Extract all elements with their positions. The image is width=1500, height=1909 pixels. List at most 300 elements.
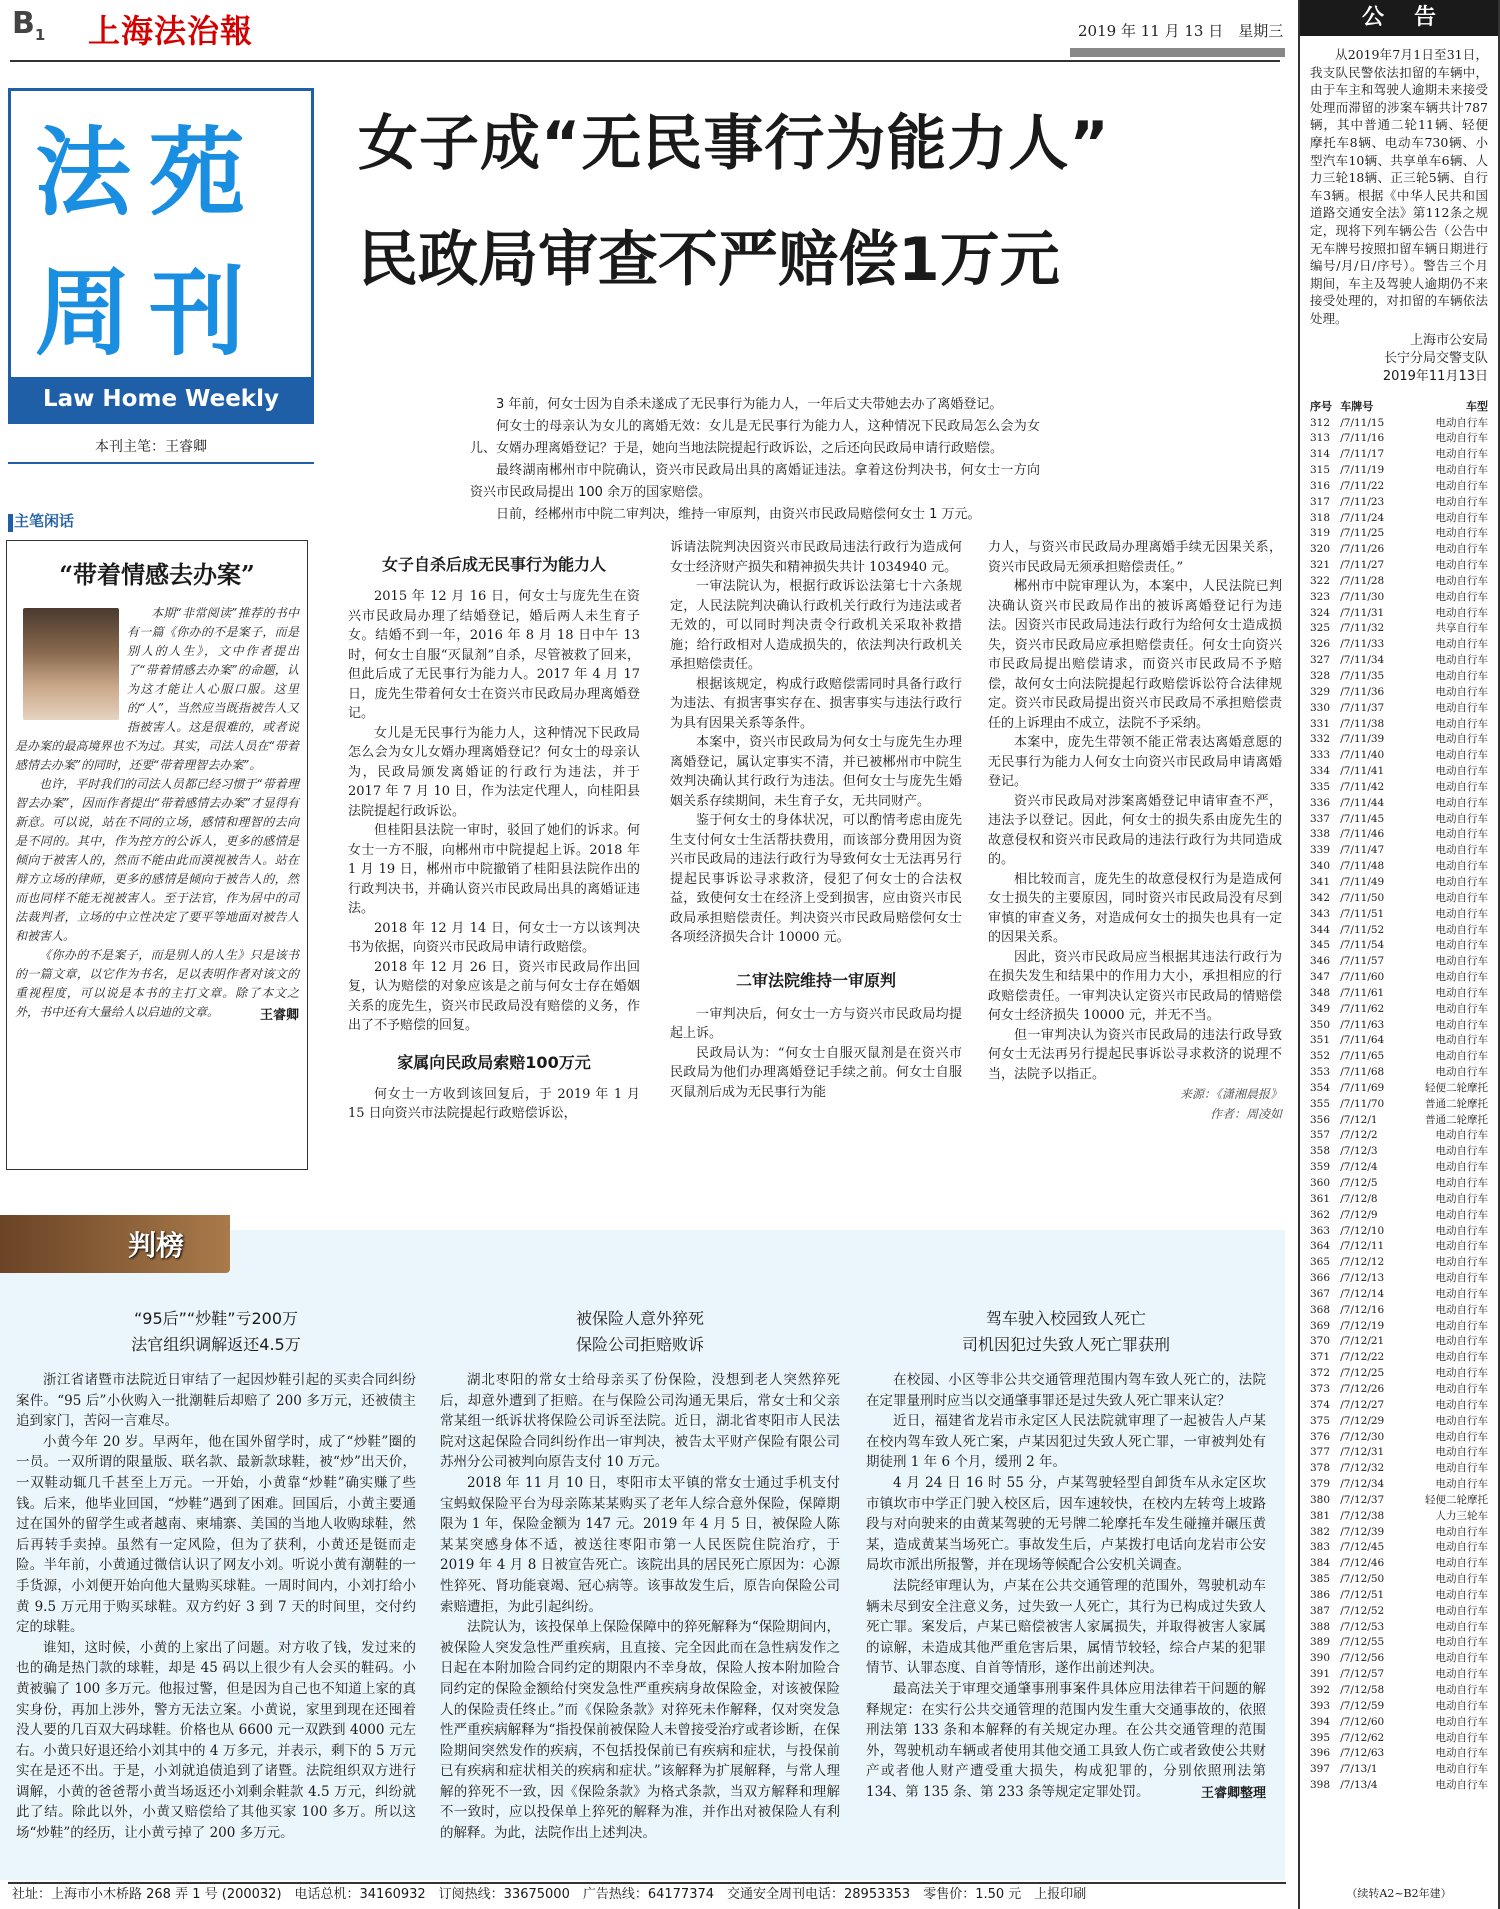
table-row bbox=[1310, 1715, 1490, 1731]
cell-num: 326 bbox=[1310, 638, 1331, 651]
table-row bbox=[1310, 1049, 1490, 1065]
cell-plate: /7/12/2 bbox=[1340, 1129, 1378, 1142]
cell-plate: /7/12/51 bbox=[1340, 1588, 1385, 1601]
column-para: 本期“非常阅读”推荐的书中有一篇《你办的不是案子，而是别人的人生》，文中作者提出了“带着情感去办案”的命题，认为这才能让人心服口服。这里的“人”，当然应当既指被告人又指被害人。这是很难的，或者说是办案的最高境界也不为过。其实，司法人员在“带着感情去办案”的同时，还要“带着理智去办案”。 bbox=[15, 606, 299, 772]
cell-plate: /7/11/32 bbox=[1340, 622, 1385, 635]
table-row bbox=[1310, 843, 1490, 859]
cell-type: 电动自行车 bbox=[1435, 780, 1488, 793]
cell-num: 316 bbox=[1310, 479, 1331, 492]
cell-plate: /7/12/32 bbox=[1340, 1462, 1385, 1475]
table-row bbox=[1310, 606, 1490, 622]
notice-signature: 上海市公安局 长宁分局交警支队 2019年11月13日 bbox=[1382, 332, 1488, 384]
table-row bbox=[1310, 717, 1490, 733]
cell-type: 电动自行车 bbox=[1435, 939, 1488, 952]
cell-type: 电动自行车 bbox=[1435, 432, 1488, 445]
story-para: 小黄今年 20 岁。早两年，他在国外留学时，成了“炒鞋”圈的一员。一双所谓的限量版、联名款、最新款球鞋，被“炒”出天价，一双鞋动辄几千甚至上万元。一开始，小黄靠“炒鞋”确实赚了些钱。后来，他毕业回国，“炒鞋”遇到了困难。回国后，小黄主要通过在国外的留学生或者越南、柬埔寨、美国的当地人收购球鞋，然后再转手卖掉。虽然有一定风险，但为了获利，小黄还是铤而走险。半年前，小黄通过微信认识了网友小刘。听说小黄有潮鞋的一手货源，小刘便开始向他大量购买球鞋。一周时间内，小刘打给小黄 9.5 万元用于购买球鞋。双方约好 3 到 7 天的时间里，交付约定的球鞋。 bbox=[16, 1433, 416, 1636]
cell-plate: /7/12/9 bbox=[1340, 1208, 1378, 1221]
table-row bbox=[1310, 558, 1490, 574]
article-para: 女儿是无民事行为能力人，这种情况下民政局怎么会为女儿女婿办理离婚登记？何女士的母亲认为，民政局颁发离婚证的行政行为违法，并于 2017 年 7 月 10 日，作为法定代理人，向桂阳县法院提起行政诉讼。 bbox=[348, 725, 640, 819]
cell-num: 370 bbox=[1310, 1335, 1331, 1348]
table-row bbox=[1310, 748, 1490, 764]
cell-num: 330 bbox=[1310, 701, 1331, 714]
cell-type: 电动自行车 bbox=[1435, 1715, 1488, 1728]
cell-num: 345 bbox=[1310, 939, 1331, 952]
cell-type: 电动自行车 bbox=[1435, 654, 1488, 667]
cell-plate: /7/12/22 bbox=[1340, 1351, 1385, 1364]
masthead-bar bbox=[1070, 48, 1285, 57]
cell-num: 348 bbox=[1310, 986, 1331, 999]
article-column-2 bbox=[670, 538, 962, 1102]
table-row bbox=[1310, 1414, 1490, 1430]
cell-type: 电动自行车 bbox=[1435, 749, 1488, 762]
cell-type: 电动自行车 bbox=[1435, 574, 1488, 587]
article-author: 作者：周凌如 bbox=[1209, 1107, 1282, 1121]
article-para: 但一审判决认为资兴市民政局的违法行政导致何女士无法再另行提起民事诉讼寻求救济的说理不当，法院予以指正。 bbox=[988, 1027, 1282, 1082]
cell-type: 电动自行车 bbox=[1435, 1382, 1488, 1395]
cell-plate: /7/11/30 bbox=[1340, 590, 1385, 603]
cell-num: 356 bbox=[1310, 1113, 1331, 1126]
cell-type: 电动自行车 bbox=[1435, 955, 1488, 968]
cell-num: 324 bbox=[1310, 606, 1331, 619]
cell-plate: /7/12/16 bbox=[1340, 1303, 1385, 1316]
cell-type: 轻便二轮摩托 bbox=[1425, 1081, 1488, 1094]
judgment-story-1 bbox=[16, 1306, 416, 1844]
table-row bbox=[1310, 1033, 1490, 1049]
cell-type: 电动自行车 bbox=[1435, 701, 1488, 714]
cell-plate: /7/12/1 bbox=[1340, 1113, 1378, 1126]
cell-plate: /7/11/24 bbox=[1340, 511, 1385, 524]
cell-plate: /7/11/57 bbox=[1340, 955, 1385, 968]
table-row bbox=[1310, 796, 1490, 812]
cell-type: 电动自行车 bbox=[1435, 495, 1488, 508]
cell-num: 313 bbox=[1310, 432, 1331, 445]
cell-plate: /7/12/10 bbox=[1340, 1224, 1385, 1237]
cell-num: 340 bbox=[1310, 860, 1331, 873]
column-para: 也许，平时我们的司法人员都已经习惯于“带着理智去办案”，因而作者提出“带着感情去办案”才显得有新意。可以说，站在不同的立场，感情和理智的去向是不同的。其中，作为控方的公诉人，更多的感情是倾向于被害人的，然而不能由此而漠视被告人。站在辩方立场的律师，更多的感情是倾向于被告人的，然而也同样不能无视被害人。至于法官，作为居中的司法裁判者，立场的中立性决定了要平等地面对被告人和被害人。 bbox=[15, 777, 299, 943]
page-number: $B_1$ bbox=[12, 6, 46, 44]
cell-type: 电动自行车 bbox=[1435, 1747, 1488, 1760]
table-row bbox=[1310, 970, 1490, 986]
cell-plate: /7/11/22 bbox=[1340, 479, 1385, 492]
cell-type: 普通二轮摩托 bbox=[1425, 1097, 1488, 1110]
logo-rule bbox=[8, 462, 314, 464]
table-row bbox=[1310, 891, 1490, 907]
article-para: 鉴于何女士的身体状况，可以酌情考虑由庞先生支付何女士生活帮扶费用，而该部分费用因为资兴市民政局的违法行政行为导致何女士无法再另行提起民事诉讼寻求救济，侵犯了何女士的合法权益，致使何女士在经济上受到损害，应由资兴市民政局承担赔偿责任。判决资兴市民政局赔偿何女士各项经济损失合计 10000 元。 bbox=[670, 813, 962, 945]
story-para: 2018 年 11 月 10 日，枣阳市太平镇的常女士通过手机支付宝蚂蚁保险平台为母亲陈某某购买了老年人综合意外保险，保障期限为 1 年，保险金额为 147 元。2019 年 4 月 5 日，被保险人陈某某突感身体不适，被送往枣阳市第一人民医院住院治疗，于 2019 年 4 月 8 日被宣告死亡。该院出具的居民死亡原因为：心源性猝死、肾功能衰竭、冠心病等。该事故发生后，原告向保险公司索赔遭拒，为此引起纠纷。 bbox=[440, 1474, 840, 1615]
cell-plate: /7/13/4 bbox=[1340, 1779, 1378, 1792]
table-row bbox=[1310, 1128, 1490, 1144]
newspaper-masthead: 上海法治報 bbox=[88, 12, 254, 50]
cell-num: 373 bbox=[1310, 1382, 1331, 1395]
cell-num: 362 bbox=[1310, 1208, 1331, 1221]
cell-type: 电动自行车 bbox=[1435, 543, 1488, 556]
cell-num: 360 bbox=[1310, 1177, 1331, 1189]
article-para: 资兴市民政局对涉案离婚登记申请审查不严，违法予以登记。因此，何女士的损失系由庞先生的故意侵权和资兴市民政局的违法行政行为共同造成的。 bbox=[988, 793, 1282, 867]
cell-type: 电动自行车 bbox=[1435, 511, 1488, 524]
cell-type: 电动自行车 bbox=[1435, 923, 1488, 936]
cell-num: 332 bbox=[1310, 733, 1331, 746]
table-row bbox=[1310, 685, 1490, 701]
cell-type: 电动自行车 bbox=[1435, 1272, 1488, 1285]
table-row bbox=[1310, 1239, 1490, 1255]
table-row bbox=[1310, 1192, 1490, 1208]
article-para: 根据该规定，构成行政赔偿需同时具备行政行为违法、有损害事实存在、损害事实与违法行政行为具有因果关系等条件。 bbox=[670, 676, 962, 731]
table-row bbox=[1310, 907, 1490, 923]
table-row bbox=[1310, 637, 1490, 653]
cell-type: 电动自行车 bbox=[1435, 1287, 1488, 1300]
col-header-number: 序号 bbox=[1310, 399, 1332, 413]
page-footer: 社址：上海市小木桥路 268 弄 1 号 (200032) 电话总机：34160932 订阅热线：33675000 广告热线：64177374 交通安全周刊电话：28953353 零售价：1.50 元 上报印刷 bbox=[8, 1882, 1286, 1904]
issue-date: 2019 年 11 月 13 日 星期三 bbox=[1078, 22, 1284, 40]
column-para: 《你办的不是案子，而是别人的人生》只是该书的一篇文章，以它作为书名，足以表明作者对该文的重视程度，可以说是本书的主打文章。除了本文之外，书中还有大量给人以启迪的文章。 bbox=[15, 948, 299, 1019]
cell-plate: /7/12/53 bbox=[1340, 1620, 1385, 1633]
table-row bbox=[1310, 938, 1490, 954]
cell-plate: /7/12/45 bbox=[1340, 1541, 1385, 1554]
article-para: 2015 年 12 月 16 日，何女士与庞先生在资兴市民政局办理了结婚登记，婚后两人未生育子女。结婚不到一年，2016 年 8 月 18 日中午 13 时，何女士自服“灭鼠剂”自杀，尽管被救了回来，但此后成了无民事行为能力人。2017 年 4 月 17 日，庞先生带着何女士在资兴市民政局办理离婚登记。 bbox=[348, 589, 640, 721]
table-row bbox=[1310, 416, 1490, 432]
cell-type: 电动自行车 bbox=[1435, 1478, 1488, 1491]
table-row bbox=[1310, 1604, 1490, 1620]
cell-num: 333 bbox=[1310, 749, 1331, 762]
cell-num: 328 bbox=[1310, 670, 1331, 682]
cell-num: 361 bbox=[1310, 1192, 1331, 1205]
cell-plate: /7/12/26 bbox=[1340, 1382, 1385, 1395]
cell-plate: /7/12/25 bbox=[1340, 1367, 1385, 1380]
table-row bbox=[1310, 1461, 1490, 1477]
cell-type: 电动自行车 bbox=[1435, 1557, 1488, 1570]
cell-type: 电动自行车 bbox=[1435, 1668, 1488, 1681]
cell-plate: /7/12/31 bbox=[1340, 1446, 1385, 1459]
cell-type: 电动自行车 bbox=[1435, 828, 1488, 841]
cell-num: 349 bbox=[1310, 1002, 1331, 1015]
cell-num: 320 bbox=[1310, 543, 1331, 556]
author-photo bbox=[23, 608, 119, 720]
cell-type: 电动自行车 bbox=[1435, 527, 1488, 540]
cell-plate: /7/12/11 bbox=[1340, 1240, 1385, 1253]
vehicle-table bbox=[1310, 396, 1490, 1794]
cell-type: 电动自行车 bbox=[1435, 670, 1488, 682]
cell-plate: /7/11/65 bbox=[1340, 1050, 1385, 1063]
cell-type: 电动自行车 bbox=[1435, 1430, 1488, 1443]
cell-type: 电动自行车 bbox=[1435, 1303, 1488, 1316]
cell-num: 339 bbox=[1310, 844, 1331, 857]
cell-num: 318 bbox=[1310, 511, 1331, 524]
cell-type: 电动自行车 bbox=[1435, 1066, 1488, 1079]
cell-type: 电动自行车 bbox=[1435, 1002, 1488, 1015]
cell-type: 电动自行车 bbox=[1435, 1351, 1488, 1364]
cell-num: 350 bbox=[1310, 1018, 1331, 1031]
table-row bbox=[1310, 1540, 1490, 1556]
cell-plate: /7/11/40 bbox=[1340, 749, 1385, 762]
weekly-logo bbox=[8, 88, 314, 424]
cell-num: 358 bbox=[1310, 1145, 1331, 1158]
cell-num: 377 bbox=[1310, 1446, 1331, 1459]
cell-num: 319 bbox=[1310, 527, 1331, 540]
cell-num: 353 bbox=[1310, 1066, 1331, 1079]
story-para: 法院认为，该投保单上保险保障中的猝死解释为“保险期间内，被保险人突发急性严重疾病，且直接、完全因此而在急性病发作之日起在本附加险合同约定的期限内不幸身故，保险人按本附加险合同约定的保险金额给付突发急性严重疾病身故保险金，对该被保险人的保险责任终止。”而《保险条款》对猝死未作解释，仅对突发急性严重疾病解释为“指投保前被保险人未曾接受治疗或者诊断，在保险期间突然发作的疾病，不包括投保前已有疾病和症状，与投保前已有疾病和症状相关的疾病和症状。”该解释为扩展解释，与常人理解的猝死不一致，因《保险条款》为格式条款，当双方解释和理解不一致时，应以投保单上猝死的解释为准，并作出对被保险人有利的解释。为此，法院作出上述判决。 bbox=[440, 1619, 840, 1842]
cell-type: 电动自行车 bbox=[1435, 1652, 1488, 1665]
table-row bbox=[1310, 574, 1490, 590]
cell-plate: /7/11/35 bbox=[1340, 670, 1385, 682]
headline-line2: 民政局审查不严赔偿1万元 bbox=[358, 225, 1060, 295]
cell-type: 普通二轮摩托 bbox=[1425, 1113, 1488, 1126]
cell-num: 331 bbox=[1310, 717, 1331, 730]
table-row bbox=[1310, 764, 1490, 780]
cell-type: 电动自行车 bbox=[1435, 860, 1488, 873]
story-title: “95后”“炒鞋”亏200万 法官组织调解返还4.5万 bbox=[131, 1309, 301, 1354]
story-para: 浙江省诸暨市法院近日审结了一起因炒鞋引起的买卖合同纠纷案件。“95 后”小伙购入一批潮鞋后却赔了 200 多万元，还被债主追到家门，苦闷一言难尽。 bbox=[16, 1372, 416, 1430]
cell-num: 365 bbox=[1310, 1256, 1331, 1269]
cell-num: 355 bbox=[1310, 1097, 1331, 1110]
cell-num: 321 bbox=[1310, 559, 1331, 572]
logo-english: Law Home Weekly bbox=[11, 377, 311, 421]
story-para: 谁知，这时候，小黄的上家出了问题。对方收了钱，发过来的也的确是热门款的球鞋，却是 45 码以上很少有人会买的鞋码。小黄被骗了 100 多万元。他报过警，但是因为自己也不知道上家的真实身份，再加上涉外，警方无法立案。小黄说，家里到现在还囤着没人要的几百双大码球鞋。价格也从 6600 元一双跌到 4000 元左右。小黄只好退还给小刘其中的 4 万多元，并表示，剩下的 5 万元实在是还不出。于是，小刘就追债追到了诸暨。法院组织双方进行调解，小黄的爸爸帮小黄当场返还小刘剩余鞋款 4.5 万元，纠纷就此了结。除此以外，小黄又赔偿给了其他买家 100 多万。所以这场“炒鞋”的经历，让小黄亏掉了 200 多万元。 bbox=[16, 1639, 416, 1842]
cell-plate: /7/11/46 bbox=[1340, 828, 1385, 841]
cell-type: 电动自行车 bbox=[1435, 1208, 1488, 1221]
table-row bbox=[1310, 732, 1490, 748]
cell-type: 电动自行车 bbox=[1435, 1604, 1488, 1617]
cell-plate: /7/11/28 bbox=[1340, 574, 1385, 587]
cell-plate: /7/11/33 bbox=[1340, 638, 1385, 651]
table-row bbox=[1310, 859, 1490, 875]
cell-type: 电动自行车 bbox=[1435, 1763, 1488, 1776]
cell-plate: /7/12/34 bbox=[1340, 1478, 1385, 1491]
cell-type: 电动自行车 bbox=[1435, 1034, 1488, 1047]
table-row bbox=[1310, 1208, 1490, 1224]
cell-type: 电动自行车 bbox=[1435, 1636, 1488, 1649]
cell-type: 电动自行车 bbox=[1435, 559, 1488, 572]
cell-num: 315 bbox=[1310, 464, 1331, 477]
cell-num: 375 bbox=[1310, 1414, 1331, 1427]
article-subheading: 家属向民政局索赔100万元 bbox=[397, 1052, 591, 1072]
article-source: 来源：《潇湘晨报》 bbox=[1179, 1087, 1282, 1101]
cell-plate: /7/11/37 bbox=[1340, 701, 1385, 714]
cell-type: 电动自行车 bbox=[1435, 1779, 1488, 1792]
article-para: 力人，与资兴市民政局办理离婚手续无因果关系，资兴市民政局无须承担赔偿责任。” bbox=[988, 540, 1282, 575]
cell-plate: /7/13/1 bbox=[1340, 1763, 1378, 1776]
cell-num: 312 bbox=[1310, 416, 1331, 429]
cell-type: 电动自行车 bbox=[1435, 1335, 1488, 1348]
story-title: 驾车驶入校园致人死亡 司机因犯过失致人死亡罪获刑 bbox=[961, 1309, 1170, 1354]
table-row bbox=[1310, 986, 1490, 1002]
table-row bbox=[1310, 463, 1490, 479]
table-row bbox=[1310, 1667, 1490, 1683]
cell-num: 381 bbox=[1310, 1509, 1331, 1522]
cell-num: 337 bbox=[1310, 812, 1331, 825]
cell-plate: /7/12/38 bbox=[1340, 1509, 1385, 1522]
cell-num: 368 bbox=[1310, 1303, 1331, 1316]
cell-type: 电动自行车 bbox=[1435, 638, 1488, 651]
cell-plate: /7/11/41 bbox=[1340, 765, 1385, 778]
cell-plate: /7/12/57 bbox=[1340, 1668, 1385, 1681]
table-row bbox=[1310, 1144, 1490, 1160]
table-row bbox=[1310, 1287, 1490, 1303]
cell-plate: /7/12/8 bbox=[1340, 1192, 1378, 1205]
cell-num: 338 bbox=[1310, 828, 1331, 841]
cell-type: 电动自行车 bbox=[1435, 1192, 1488, 1205]
cell-plate: /7/11/52 bbox=[1340, 923, 1385, 936]
cell-num: 314 bbox=[1310, 448, 1331, 461]
cell-plate: /7/11/51 bbox=[1340, 907, 1385, 920]
cell-num: 364 bbox=[1310, 1240, 1331, 1253]
cell-type: 电动自行车 bbox=[1435, 971, 1488, 984]
table-row bbox=[1310, 1303, 1490, 1319]
table-row bbox=[1310, 1176, 1490, 1192]
cell-plate: /7/11/42 bbox=[1340, 780, 1385, 793]
lead-para: 何女士的母亲认为女儿的离婚无效：女儿是无民事行为能力人，这种情况下民政局怎么会为女儿、女婿办理离婚登记？于是，她向当地法院提起行政诉讼，之后还向民政局申请行政赔偿。 bbox=[470, 419, 1040, 456]
cell-num: 388 bbox=[1310, 1620, 1331, 1633]
table-row bbox=[1310, 1160, 1490, 1176]
cell-type: 电动自行车 bbox=[1435, 986, 1488, 999]
cell-plate: /7/11/60 bbox=[1340, 971, 1385, 984]
table-row bbox=[1310, 590, 1490, 606]
cell-type: 电动自行车 bbox=[1435, 1224, 1488, 1237]
article-para: 因此，资兴市民政局应当根据其违法行政行为在损失发生和结果中的作用力大小，承担相应的行政赔偿责任。一审判决认定资兴市民政局的情赔偿何女士经济损失 10000 元，并无不当。 bbox=[988, 949, 1282, 1023]
cell-num: 341 bbox=[1310, 875, 1331, 888]
cell-type: 电动自行车 bbox=[1435, 1319, 1488, 1332]
cell-plate: /7/12/19 bbox=[1340, 1319, 1385, 1332]
cell-type: 电动自行车 bbox=[1435, 685, 1488, 698]
cell-plate: /7/12/13 bbox=[1340, 1272, 1385, 1285]
cell-type: 电动自行车 bbox=[1435, 448, 1488, 461]
table-row bbox=[1310, 1350, 1490, 1366]
cell-type: 电动自行车 bbox=[1435, 1588, 1488, 1601]
cell-num: 389 bbox=[1310, 1636, 1331, 1649]
cell-num: 335 bbox=[1310, 780, 1331, 793]
story-title: 被保险人意外猝死 保险公司拒赔败诉 bbox=[575, 1309, 704, 1354]
cell-num: 390 bbox=[1310, 1652, 1331, 1665]
cell-plate: /7/11/68 bbox=[1340, 1066, 1385, 1079]
table-row bbox=[1310, 1525, 1490, 1541]
cell-num: 329 bbox=[1310, 685, 1331, 698]
cell-num: 334 bbox=[1310, 765, 1331, 778]
table-row bbox=[1310, 1366, 1490, 1382]
editor-column bbox=[6, 540, 308, 1170]
cell-num: 374 bbox=[1310, 1398, 1331, 1411]
cell-plate: /7/12/50 bbox=[1340, 1573, 1385, 1586]
cell-plate: /7/12/60 bbox=[1340, 1715, 1385, 1728]
lead-para: 最终湖南郴州市中院确认，资兴市民政局出具的离婚证违法。拿着这份判决书，何女士一方向资兴市民政局提出 100 余万的国家赔偿。 bbox=[470, 463, 1040, 500]
cell-num: 396 bbox=[1310, 1747, 1331, 1760]
judgments-label: 判榜 bbox=[128, 1229, 185, 1262]
cell-plate: /7/12/55 bbox=[1340, 1636, 1385, 1649]
table-row bbox=[1310, 827, 1490, 843]
article-para: 诉请法院判决因资兴市民政局违法行政行为造成何女士经济财产损失和精神损失共计 1034940 元。 bbox=[670, 540, 962, 575]
cell-plate: /7/11/63 bbox=[1340, 1018, 1385, 1031]
cell-plate: /7/11/62 bbox=[1340, 1002, 1385, 1015]
chief-editor: 本刊主笔：王睿卿 bbox=[95, 439, 207, 455]
cell-plate: /7/11/15 bbox=[1340, 416, 1385, 429]
cell-plate: /7/11/49 bbox=[1340, 875, 1385, 888]
table-row bbox=[1310, 1002, 1490, 1018]
cell-type: 电动自行车 bbox=[1435, 796, 1488, 809]
cell-plate: /7/12/52 bbox=[1340, 1604, 1385, 1617]
table-row bbox=[1310, 621, 1490, 637]
table-row bbox=[1310, 1620, 1490, 1636]
story-para: 4 月 24 日 16 时 55 分，卢某驾驶轻型自卸货车从永定区坎市镇坎市中学正门驶入校区后，因车速较快，在校内左转弯上坡路段与对向驶来的由黄某驾驶的无号牌二轮摩托车发生碰撞并碾压黄某，造成黄某当场死亡。事故发生后，卢某拨打电话向龙岩市公安局坎市派出所报警，并在现场等候配合公安机关调查。 bbox=[866, 1474, 1266, 1574]
cell-plate: /7/12/21 bbox=[1340, 1335, 1385, 1348]
cell-num: 392 bbox=[1310, 1684, 1331, 1696]
table-row bbox=[1310, 511, 1490, 527]
article-para: 一审法院认为，根据行政诉讼法第七十六条规定，人民法院判决确认行政机关行政行为违法或者无效的，可以同时判决责令行政机关采取补救措施；给行政相对人造成损失的，依法判决行政机关承担赔偿责任。 bbox=[670, 579, 962, 672]
cell-num: 352 bbox=[1310, 1050, 1331, 1063]
cell-num: 367 bbox=[1310, 1287, 1331, 1300]
cell-type: 电动自行车 bbox=[1435, 1240, 1488, 1253]
cell-num: 342 bbox=[1310, 891, 1331, 904]
cell-plate: /7/11/50 bbox=[1340, 891, 1385, 904]
article-para: 何女士一方收到该回复后，于 2019 年 1 月 15 日向资兴市法院提起行政赔偿诉讼， bbox=[348, 1086, 640, 1121]
lead-para: 3 年前，何女士因为自杀未遂成了无民事行为能力人，一年后丈夫带她去办了离婚登记。 bbox=[496, 397, 1003, 412]
cell-type: 电动自行车 bbox=[1435, 1256, 1488, 1269]
table-row bbox=[1310, 479, 1490, 495]
cell-type: 电动自行车 bbox=[1435, 1414, 1488, 1427]
article-para: 2018 年 12 月 26 日，资兴市民政局作出回复，认为赔偿的对象应该是之前与何女士存在婚姻关系的庞先生，资兴市民政局没有赔偿的义务，作出了不予赔偿的回复。 bbox=[348, 959, 640, 1033]
article-para: 民政局认为：“何女士自服灭鼠剂是在资兴市民政局为他们办理离婚登记手续之前。何女士自服灭鼠剂后成为无民事行为能 bbox=[670, 1045, 962, 1100]
cell-plate: /7/11/34 bbox=[1340, 654, 1385, 667]
cell-type: 电动自行车 bbox=[1435, 733, 1488, 746]
cell-plate: /7/12/39 bbox=[1340, 1525, 1385, 1538]
cell-plate: /7/12/27 bbox=[1340, 1398, 1385, 1411]
cell-type: 电动自行车 bbox=[1435, 1177, 1488, 1189]
table-row bbox=[1310, 954, 1490, 970]
cell-plate: /7/11/25 bbox=[1340, 527, 1385, 540]
lead-para: 日前，经郴州市中院二审判决，维持一审原判，由资兴市民政局赔偿何女士 1 万元。 bbox=[496, 507, 981, 522]
cell-type: 电动自行车 bbox=[1435, 1018, 1488, 1031]
table-row bbox=[1310, 1572, 1490, 1588]
table-row bbox=[1310, 1255, 1490, 1271]
cell-type: 电动自行车 bbox=[1435, 479, 1488, 492]
column-header-bar bbox=[8, 514, 13, 532]
table-row bbox=[1310, 447, 1490, 463]
cell-num: 317 bbox=[1310, 495, 1331, 508]
article-para: 但桂阳县法院一审时，驳回了她们的诉求。何女士一方不服，向郴州市中院提起上诉。2018 年 1 月 19 日，郴州市中院撤销了桂阳县法院作出的行政判决书，并确认资兴市民政局出具的离婚证违法。 bbox=[348, 823, 640, 916]
cell-type: 电动自行车 bbox=[1435, 416, 1488, 429]
table-row bbox=[1310, 1762, 1490, 1778]
masthead-rule bbox=[10, 60, 1280, 62]
table-row bbox=[1310, 653, 1490, 669]
notice-column bbox=[1298, 0, 1500, 1909]
cell-plate: /7/12/56 bbox=[1340, 1652, 1385, 1665]
article-para: 本案中，资兴市民政局为何女士与庞先生办理离婚登记，属认定事实不清，并已被郴州市中院生效判决确认其行政行为违法。但何女士与庞先生婚姻关系存续期间，未生育子女，无共同财产。 bbox=[670, 735, 962, 809]
cell-num: 380 bbox=[1310, 1493, 1331, 1506]
headline-line1: 女子成“无民事行为能力人” bbox=[358, 109, 1110, 179]
table-row bbox=[1310, 1113, 1490, 1129]
table-row bbox=[1310, 923, 1490, 939]
cell-plate: /7/12/14 bbox=[1340, 1287, 1385, 1300]
notice-title: 公告 bbox=[1300, 0, 1498, 36]
cell-plate: /7/11/70 bbox=[1340, 1097, 1385, 1110]
cell-plate: /7/12/62 bbox=[1340, 1731, 1385, 1744]
cell-num: 378 bbox=[1310, 1462, 1331, 1475]
cell-num: 384 bbox=[1310, 1557, 1331, 1570]
cell-num: 351 bbox=[1310, 1034, 1331, 1047]
table-row bbox=[1310, 701, 1490, 717]
notice-body bbox=[1300, 36, 1498, 332]
table-row bbox=[1310, 542, 1490, 558]
cell-plate: /7/12/5 bbox=[1340, 1177, 1378, 1189]
table-row bbox=[1310, 1097, 1490, 1113]
cell-num: 359 bbox=[1310, 1161, 1331, 1174]
cell-num: 372 bbox=[1310, 1367, 1331, 1380]
cell-num: 371 bbox=[1310, 1351, 1331, 1364]
cell-type: 电动自行车 bbox=[1435, 1462, 1488, 1475]
cell-num: 343 bbox=[1310, 907, 1331, 920]
table-row bbox=[1310, 1334, 1490, 1350]
table-row bbox=[1310, 1778, 1490, 1794]
table-row bbox=[1310, 1398, 1490, 1414]
cell-plate: /7/11/17 bbox=[1340, 448, 1385, 461]
cell-num: 397 bbox=[1310, 1763, 1331, 1776]
